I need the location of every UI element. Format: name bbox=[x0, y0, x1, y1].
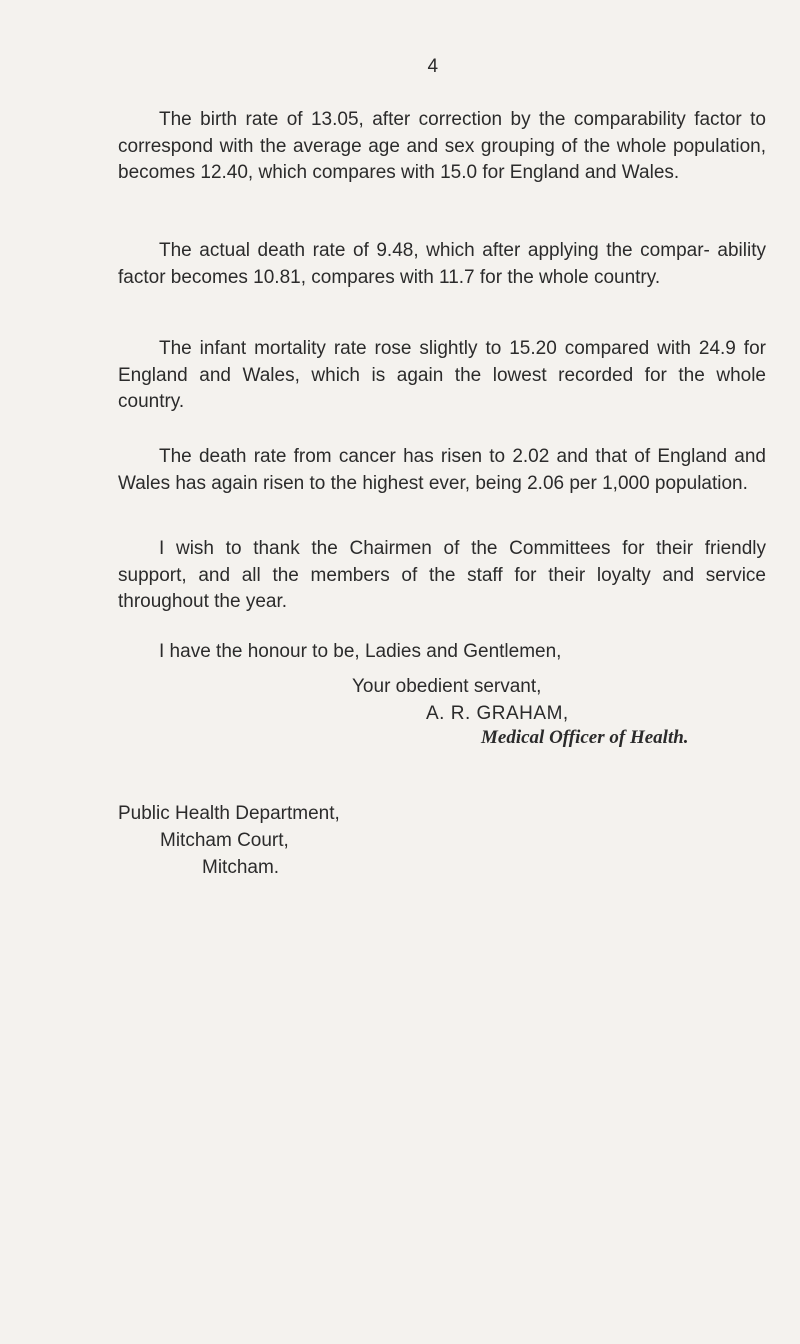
paragraph-death-rate: The actual death rate of 9.48, which after applying the compar- ability factor becomes 10.81, compares with 11.7 for the whole country. bbox=[118, 240, 766, 288]
closing-line: Your obedient servant, bbox=[352, 676, 542, 697]
paragraph-cancer-death-rate: The death rate from cancer has risen to 2.02 and that of England and Wales has again risen to the highest ever, being 2.06 per 1,000 population. bbox=[118, 446, 766, 494]
sender-address bbox=[118, 800, 340, 881]
paragraph-birth-rate: The birth rate of 13.05, after correction by the comparability factor to correspond with the average age and sex grouping of the whole population, becomes 12.40, which compares with 15.0 for England and Wales. bbox=[118, 109, 766, 183]
address-line-town: Mitcham. bbox=[202, 857, 280, 878]
signatory-name: A. R. GRAHAM, bbox=[426, 703, 569, 724]
address-line-building: Mitcham Court, bbox=[160, 830, 289, 851]
address-line-department: Public Health Department, bbox=[118, 803, 340, 824]
paragraph-infant-mortality: The infant mortality rate rose slightly to 15.20 compared with 24.9 for England and Wales, which is again the lowest recorded for the whole country. bbox=[118, 338, 766, 412]
paragraph-salutation: I have the honour to be, Ladies and Gentlemen, bbox=[159, 641, 562, 662]
paragraph-thanks: I wish to thank the Chairmen of the Committees for their friendly support, and all the members of the staff for their loyalty and service throughout the year. bbox=[118, 538, 766, 612]
signatory-title: Medical Officer of Health. bbox=[481, 727, 689, 748]
page-number: 4 bbox=[427, 56, 439, 77]
